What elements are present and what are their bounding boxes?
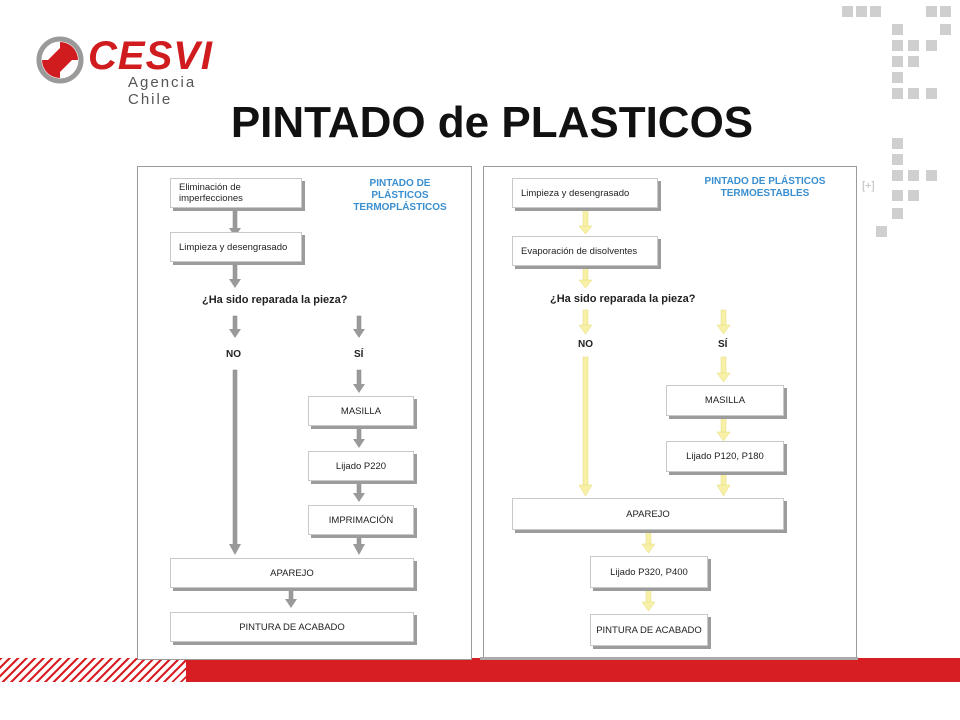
right-step-limpieza: Limpieza y desengrasado bbox=[512, 178, 658, 208]
logo-subtitle: Agencia Chile bbox=[128, 74, 197, 108]
right-step-lijado-1: Lijado P120, P180 bbox=[666, 441, 784, 472]
right-question: ¿Ha sido reparada la pieza? bbox=[550, 293, 696, 305]
left-yes-label: SÍ bbox=[354, 349, 364, 360]
left-diagram-title: PINTADO DE PLÁSTICOS TERMOPLÁSTICOS bbox=[353, 178, 447, 213]
right-step-evaporacion: Evaporación de disolventes bbox=[512, 236, 658, 266]
right-step-aparejo: APAREJO bbox=[512, 498, 784, 530]
left-step-aparejo: APAREJO bbox=[170, 558, 414, 588]
right-step-pintura: PINTURA DE ACABADO bbox=[590, 614, 708, 646]
left-step-limpieza: Limpieza y desengrasado bbox=[170, 232, 302, 262]
right-diagram-title: PINTADO DE PLÁSTICOS TERMOESTABLES bbox=[704, 176, 826, 199]
logo-wordmark: CESVI bbox=[88, 34, 214, 78]
left-step-masilla: MASILLA bbox=[308, 396, 414, 426]
corner-mark: [+] bbox=[862, 180, 875, 192]
left-no-label: NO bbox=[226, 349, 241, 360]
right-step-masilla: MASILLA bbox=[666, 385, 784, 416]
left-step-imprimacion: IMPRIMACIÓN bbox=[308, 505, 414, 535]
left-step-eliminacion: Eliminación de imperfecciones bbox=[170, 178, 302, 208]
right-no-label: NO bbox=[578, 339, 593, 350]
right-yes-label: SÍ bbox=[718, 339, 728, 350]
left-step-lijado: Lijado P220 bbox=[308, 451, 414, 481]
right-step-lijado-2: Lijado P320, P400 bbox=[590, 556, 708, 588]
left-question: ¿Ha sido reparada la pieza? bbox=[202, 294, 348, 306]
slide-title: PINTADO de PLASTICOS bbox=[230, 98, 754, 147]
left-step-pintura: PINTURA DE ACABADO bbox=[170, 612, 414, 642]
